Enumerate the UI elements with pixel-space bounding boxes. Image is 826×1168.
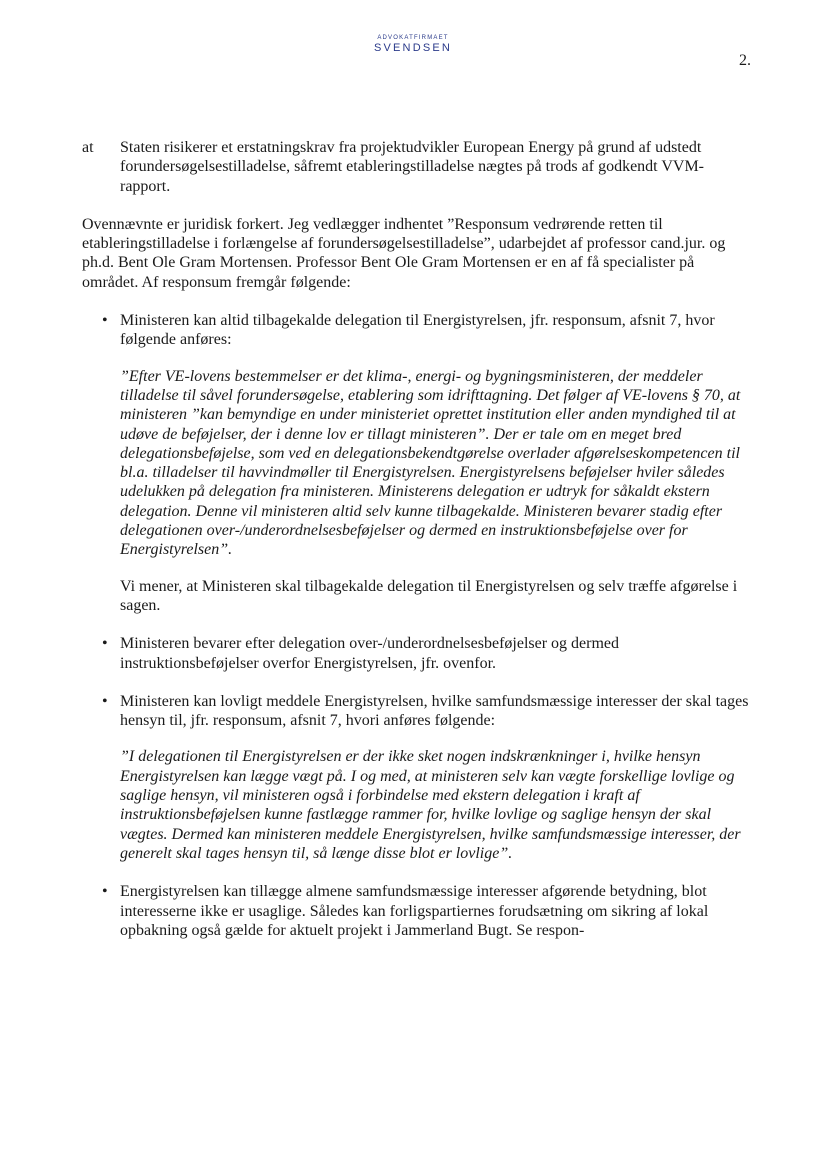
bullet-marker: • — [102, 692, 108, 710]
intro-clause — [82, 138, 752, 196]
paragraph-1: Ovennævnte er juridisk forkert. Jeg vedlægger indhentet ”Responsum vedrørende retten til etableringstilladelse i forlængelse af forundersøgelsestilladelse”, udarbejdet af professor cand.jur. og ph.d. Bent Ole Gram Mortensen. Professor Bent Ole Gram Mortensen er en af få specialister på området. Af responsum fremgår følgende: — [82, 215, 726, 291]
intro-text: Staten risikerer et erstatningskrav fra projektudvikler European Energy på grund af udstedt forundersøgelsestilladelse, såfremt etableringstilladelse nægtes på trods af godkendt VVM-rapport. — [120, 139, 704, 195]
bullet-text: Ministeren kan altid tilbagekalde delegation til Energistyrelsen, jfr. responsum, afsnit 7, hvor følgende anføres: — [120, 312, 715, 349]
bullet-item — [82, 634, 752, 673]
quote-block: ”Efter VE-lovens bestemmelser er det klima-, energi- og bygningsministeren, der meddeler tilladelse til såvel forundersøgelse, etablering som idrifttagning. Det følger af VE-lovens § 70, at ministeren ”kan bemyndige en under ministeriet oprettet institution eller anden myndighed til at udøve de beføjelser, der i denne lov er tillagt ministeren”. Der er tale om en meget bred delegationsbeføjelse, som ved en delegationsbekendtgørelse overlader afgørelseskompetencen til bl.a. tilladelser til havvindmøller til Energistyrelsen. Energistyrelsens beføjelser hviler således udelukken på delegation fra ministeren. Ministerens delegation er udtryk for såkaldt ekstern delegation. Denne vil ministeren altid selv kunne tilbagekalde. Ministeren bevarer stadig efter delegationen over-/underordnelsesbeføjelser og dermed en instruktionsbeføjelse over for Energistyrelsen”. — [120, 367, 741, 559]
quote-block: ”I delegationen til Energistyrelsen er der ikke sket nogen indskrænkninger i, hvilke hensyn Energistyrelsen kan lægge vægt på. I og med, at ministeren selv kan vægte forskellige lovlige og saglige hensyn, vil ministeren også i forbindelse med ekstern delegation i kraft af instruktionsbeføjelsen kunne fastlægge rammer for, hvilke lovlige og saglige hensyn der skal vægtes. Dermed kan ministeren meddele Energistyrelsen, hvilke samfundsmæssige interesser, der generelt skal tages hensyn til, så længe disse blot er lovlige”. — [120, 748, 741, 862]
bullet-marker: • — [102, 635, 108, 653]
bullet-item — [82, 882, 752, 940]
bullet-text: Energistyrelsen kan tillægge almene samfundsmæssige interesser afgørende betydning, blot interesserne ikke er usaglige. Således kan forligspartiernes forudsætning om sikring af lokal opbakning også gælde for aktuelt projekt i Jammerland Bugt. Se respon- — [120, 883, 709, 939]
bullet-text: Ministeren kan lovligt meddele Energistyrelsen, hvilke samfundsmæssige interesser der skal tages hensyn til, jfr. responsum, afsnit 7, hvori anføres følgende: — [120, 692, 749, 730]
firm-logo-line1: ADVOKATFIRMAET — [377, 35, 449, 41]
bullet-item — [82, 311, 752, 350]
bullet-marker: • — [102, 312, 108, 330]
firm-logo-line2: SVENDSEN — [373, 42, 453, 54]
bullet-text: Ministeren bevarer efter delegation over-/underordnelsesbeføjelser og dermed instruktionsbeføjelser overfor Energistyrelsen, jfr. ovenfor. — [120, 635, 620, 672]
page-number: 2. — [739, 52, 751, 69]
bullet-item — [82, 692, 752, 731]
intro-label: at — [82, 139, 94, 156]
bullet-marker: • — [102, 883, 108, 901]
bullet-followup-text: Vi mener, at Ministeren skal tilbagekalde delegation til Energistyrelsen og selv træffe afgørelse i sagen. — [120, 577, 738, 614]
document-body — [82, 138, 752, 940]
firm-logo — [0, 34, 826, 55]
bullet-list — [82, 311, 752, 940]
